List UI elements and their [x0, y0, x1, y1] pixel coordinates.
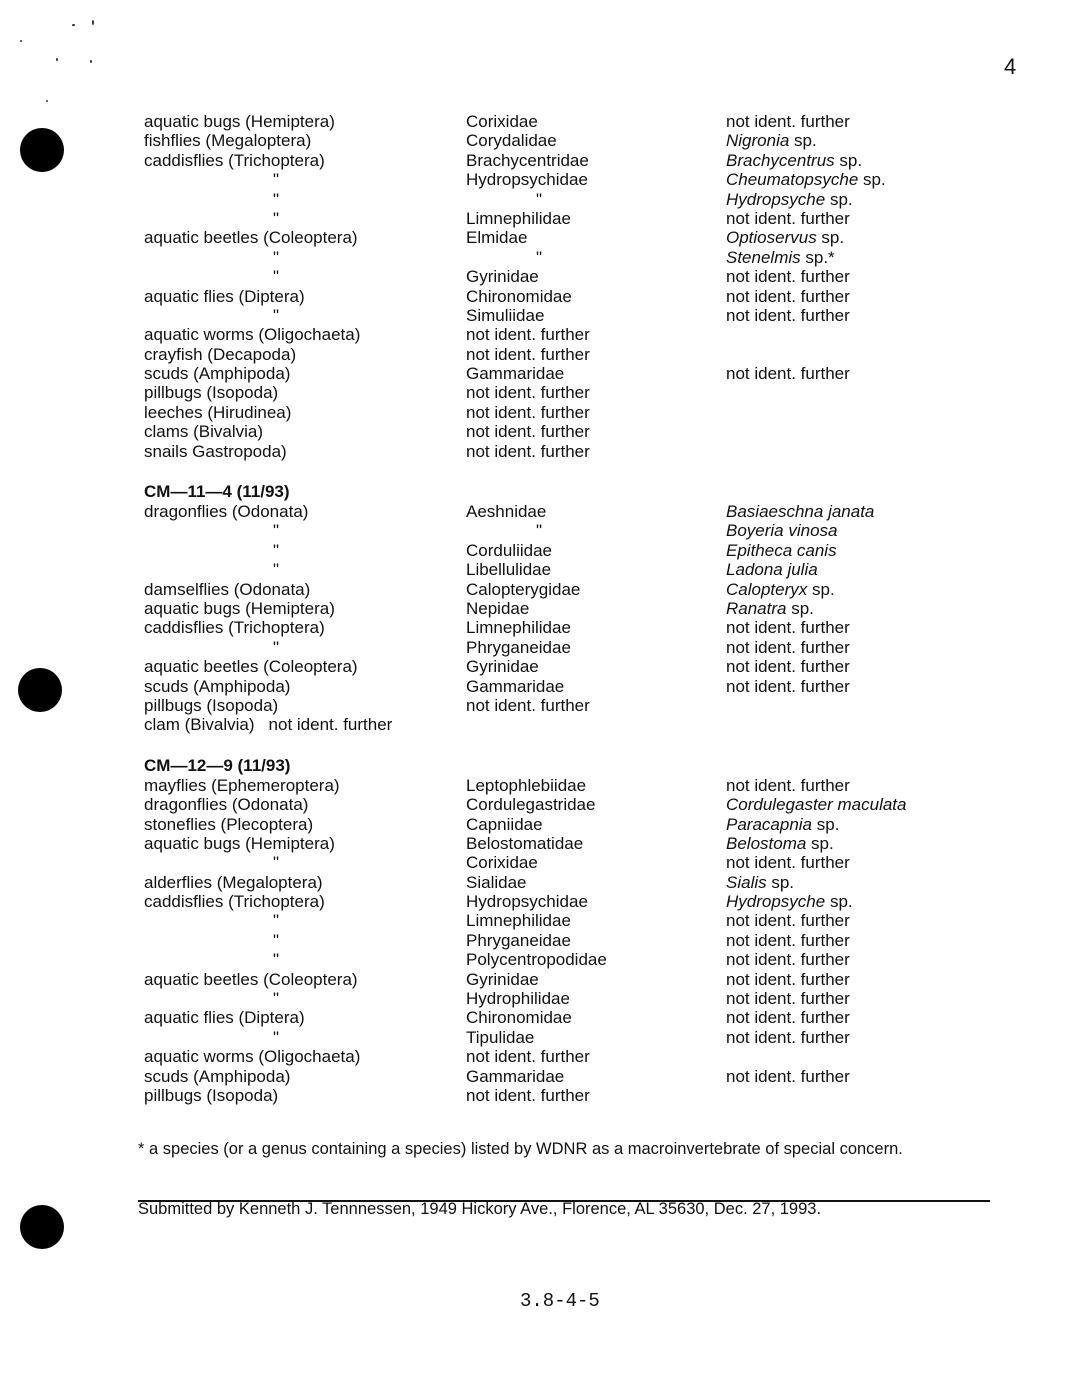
taxon-suffix: sp. — [812, 814, 840, 834]
table-row — [138, 1008, 958, 1027]
family-cell: Corydalidae — [466, 131, 557, 151]
family-cell: Belostomatidae — [466, 833, 584, 853]
table-row — [138, 228, 958, 247]
common-name-text: " — [273, 247, 280, 267]
punch-hole-top — [20, 128, 64, 172]
common-name-cell — [144, 325, 360, 344]
common-name-cell — [144, 677, 290, 696]
table-row — [138, 950, 958, 969]
common-name-text: scuds (Amphipoda) — [144, 676, 291, 696]
submitted-by: Submitted by Kenneth J. Tennnessen, 1949 Hickory Ave., Florence, AL 35630, Dec. 27, 1993. — [138, 1200, 822, 1218]
table-row — [138, 560, 958, 579]
taxon-cell — [726, 776, 850, 795]
common-name-cell — [144, 1067, 290, 1086]
family-cell: Capniidae — [466, 814, 543, 834]
taxon-cell — [726, 228, 844, 247]
common-name-cell — [273, 911, 279, 930]
taxon-cell — [726, 306, 850, 325]
table-row — [138, 989, 958, 1008]
document-number: 3.8-4-5 — [520, 1290, 600, 1312]
taxon-suffix: sp. — [807, 579, 835, 599]
scan-speck — [46, 100, 48, 102]
common-name-text: " — [273, 950, 280, 970]
taxon-cell — [726, 287, 850, 306]
taxon-cell — [726, 989, 850, 1008]
table-row — [138, 383, 958, 402]
common-name-cell — [273, 209, 279, 228]
common-name-cell — [144, 502, 308, 521]
family-cell: Aeshnidae — [466, 502, 547, 522]
page-number: 4 — [1004, 54, 1017, 79]
common-name-cell — [273, 853, 279, 872]
taxon-cell — [726, 112, 850, 131]
taxon-suffix: sp. — [786, 598, 814, 618]
family-cell: Leptophlebiidae — [466, 775, 587, 795]
common-name-text: clam (Bivalvia) — [144, 715, 255, 735]
table-row — [138, 345, 958, 364]
table-row — [138, 892, 958, 911]
family-cell: not ident. further — [466, 325, 590, 345]
common-name-text: " — [273, 853, 280, 873]
taxon-cell — [726, 815, 839, 834]
family-cell: Limnephilidae — [466, 911, 571, 931]
common-name-text: snails Gastropoda) — [144, 441, 287, 461]
family-cell: Gammaridae — [466, 364, 565, 384]
common-name-cell — [273, 306, 279, 325]
common-name-text: scuds (Amphipoda) — [144, 1066, 291, 1086]
family-cell: not ident. further — [466, 1047, 590, 1067]
punch-hole-middle — [18, 668, 62, 712]
common-name-cell — [273, 931, 279, 950]
table-row — [138, 677, 958, 696]
family-cell: Phryganeidae — [466, 930, 571, 950]
taxon-text: not ident. further — [726, 618, 850, 638]
common-name-text: aquatic bugs (Hemiptera) — [144, 112, 335, 131]
table-row — [138, 287, 958, 306]
taxon-suffix: sp. — [806, 833, 834, 853]
family-cell: " — [536, 521, 543, 541]
common-name-text: " — [273, 1027, 280, 1047]
taxon-name-italic: Calopteryx — [726, 579, 808, 599]
family-cell: Cordulegastridae — [466, 795, 596, 815]
taxon-name-italic: Nigronia — [726, 131, 790, 151]
common-name-text: " — [273, 521, 280, 541]
table-row — [138, 1028, 958, 1047]
family-cell: Gyrinidae — [466, 969, 539, 989]
family-cell: Hydropsychidae — [466, 170, 588, 190]
common-name-cell — [273, 170, 279, 189]
common-name-text: aquatic beetles (Coleoptera) — [144, 228, 358, 248]
taxon-cell — [726, 677, 850, 696]
common-name-text: pillbugs (Isopoda) — [144, 695, 279, 715]
common-name-cell — [144, 657, 358, 676]
family-cell: not ident. further — [466, 441, 590, 461]
footnote: * a species (or a genus containing a species) listed by WDNR as a macroinvertebrate of special concern. — [138, 1140, 903, 1158]
family-cell: Chironomidae — [466, 1008, 572, 1028]
common-name-cell — [144, 131, 311, 150]
common-name-text: aquatic beetles (Coleoptera) — [144, 657, 358, 677]
common-name-text: " — [273, 540, 280, 560]
station-header — [138, 481, 958, 502]
table-row — [138, 715, 958, 734]
common-name-cell — [273, 989, 279, 1008]
family-cell: Hydropsychidae — [466, 892, 588, 912]
common-name-text: clams (Bivalvia) — [144, 422, 264, 442]
taxon-cell — [726, 638, 850, 657]
family-cell: not ident. further — [466, 422, 590, 442]
table-row — [138, 599, 958, 618]
common-name-text: scuds (Amphipoda) — [144, 364, 291, 384]
family-cell: Sialidae — [466, 872, 527, 892]
taxon-text: not ident. further — [726, 267, 850, 287]
taxon-cell — [726, 1067, 850, 1086]
common-name-cell — [144, 403, 291, 422]
table-row — [138, 403, 958, 422]
common-name-cell — [273, 950, 279, 969]
table-row — [138, 325, 958, 344]
taxon-cell — [726, 618, 850, 637]
family-cell: Chironomidae — [466, 286, 572, 306]
common-name-cell — [144, 834, 335, 853]
common-name-text: aquatic bugs (Hemiptera) — [144, 598, 335, 618]
common-name-cell — [144, 815, 313, 834]
table-row — [138, 442, 958, 461]
taxon-text: not ident. further — [726, 930, 850, 950]
common-name-text: fishflies (Megaloptera) — [144, 131, 312, 151]
family-cell: Limnephilidae — [466, 618, 571, 638]
common-name-text: aquatic worms (Oligochaeta) — [144, 325, 361, 345]
taxon-text: not ident. further — [726, 969, 850, 989]
common-name-cell — [144, 1008, 305, 1027]
taxon-text: not ident. further — [726, 950, 850, 970]
common-name-text: " — [273, 637, 280, 657]
common-name-cell — [273, 638, 279, 657]
table-row — [138, 306, 958, 325]
table-row — [138, 618, 958, 637]
taxon-text: not ident. further — [726, 1027, 850, 1047]
taxon-cell — [726, 970, 850, 989]
common-name-cell — [273, 190, 279, 209]
family-cell: Simuliidae — [466, 305, 545, 325]
family-cell: not ident. further — [466, 1085, 590, 1105]
taxon-name-italic: Ladona julia — [726, 560, 818, 580]
table-row — [138, 112, 958, 131]
table-row — [138, 970, 958, 989]
taxon-cell — [726, 170, 886, 189]
table-row — [138, 502, 958, 521]
family-cell: Libellulidae — [466, 560, 552, 580]
table-row — [138, 657, 958, 676]
table-row — [138, 131, 958, 150]
taxon-cell — [726, 950, 850, 969]
taxon-cell — [726, 580, 835, 599]
punch-hole-bottom — [20, 1205, 64, 1249]
table-row — [138, 873, 958, 892]
scan-speck — [92, 20, 94, 25]
taxon-text: not ident. further — [726, 112, 850, 131]
common-name-text: aquatic flies (Diptera) — [144, 1008, 305, 1028]
family-cell: Polycentropodidae — [466, 950, 607, 970]
taxon-suffix: sp. — [858, 170, 886, 190]
common-name-text: aquatic flies (Diptera) — [144, 286, 305, 306]
common-name-cell — [144, 287, 305, 306]
table-row — [138, 151, 958, 170]
common-name-cell — [144, 618, 325, 637]
taxon-cell — [726, 541, 837, 560]
family-cell: Corduliidae — [466, 540, 552, 560]
taxon-text: not ident. further — [726, 1066, 850, 1086]
taxon-text: not ident. further — [726, 775, 850, 795]
common-name-cell — [144, 442, 287, 461]
common-name-cell — [273, 267, 279, 286]
common-name-text: aquatic worms (Oligochaeta) — [144, 1047, 361, 1067]
station-header — [138, 755, 958, 776]
taxon-suffix: sp. — [825, 189, 853, 209]
common-name-text: " — [273, 930, 280, 950]
family-cell: not ident. further — [466, 695, 590, 715]
table-row — [138, 267, 958, 286]
taxon-cell — [726, 248, 835, 267]
taxon-name-italic: Paracapnia — [726, 814, 813, 834]
taxon-cell — [726, 267, 850, 286]
common-name-cell — [273, 1028, 279, 1047]
family-cell: Tipulidae — [466, 1027, 535, 1047]
family-cell: not ident. further — [466, 344, 590, 364]
taxon-cell — [726, 190, 853, 209]
taxon-cell — [726, 364, 850, 383]
table-row — [138, 541, 958, 560]
common-name-cell — [144, 873, 323, 892]
common-name-text: dragonflies (Odonata) — [144, 502, 309, 522]
table-row — [138, 795, 958, 814]
family-cell: Gammaridae — [466, 676, 565, 696]
taxon-cell — [726, 853, 850, 872]
common-name-text: " — [273, 989, 280, 1009]
common-name-text: damselflies (Odonata) — [144, 579, 311, 599]
family-cell: Gyrinidae — [466, 657, 539, 677]
common-name-text: " — [273, 560, 280, 580]
common-name-cell — [144, 228, 358, 247]
taxon-cell — [726, 1008, 850, 1027]
common-name-cell — [144, 599, 335, 618]
common-name-cell — [144, 970, 358, 989]
family-cell: Corixidae — [466, 853, 538, 873]
taxon-name-italic: Hydropsyche — [726, 892, 826, 912]
taxon-text: not ident. further — [726, 305, 850, 325]
taxon-cell — [726, 521, 838, 540]
common-name-cell — [144, 580, 310, 599]
family-cell: Brachycentridae — [466, 150, 589, 170]
common-name-cell — [144, 151, 325, 170]
family-cell: " — [536, 247, 543, 267]
taxon-cell — [726, 657, 850, 676]
family-cell: Calopterygidae — [466, 579, 581, 599]
family-cell: " — [536, 189, 543, 209]
taxon-text: not ident. further — [726, 1008, 850, 1028]
common-name-cell — [144, 364, 290, 383]
table-row — [138, 834, 958, 853]
taxon-name-italic: Stenelmis — [726, 247, 801, 267]
family-cell: Hydrophilidae — [466, 989, 570, 1009]
table-row — [138, 580, 958, 599]
taxon-name-italic: Cordulegaster maculata — [726, 795, 907, 815]
common-name-text: leeches (Hirudinea) — [144, 402, 292, 422]
taxon-cell — [726, 599, 814, 618]
table-row — [138, 1067, 958, 1086]
taxon-suffix: sp. — [816, 228, 845, 248]
common-name-cell — [273, 521, 279, 540]
taxon-suffix: sp.* — [800, 247, 835, 267]
taxon-cell — [726, 931, 850, 950]
family-cell: Corixidae — [466, 112, 538, 131]
taxon-cell — [726, 911, 850, 930]
taxon-cell — [726, 131, 817, 150]
taxon-cell — [726, 151, 862, 170]
common-name-cell — [144, 776, 340, 795]
taxon-text: not ident. further — [726, 853, 850, 873]
common-name-text: " — [273, 305, 280, 325]
taxon-name-italic: Cheumatopsyche — [726, 170, 859, 190]
common-name-cell — [144, 696, 278, 715]
table-row — [138, 815, 958, 834]
common-name-text: aquatic bugs (Hemiptera) — [144, 833, 335, 853]
taxon-cell — [726, 502, 874, 521]
taxon-suffix: sp. — [789, 131, 817, 151]
common-name-text: aquatic beetles (Coleoptera) — [144, 969, 358, 989]
table-row — [138, 364, 958, 383]
common-name-cell — [144, 715, 392, 734]
taxon-name-italic: Sialis — [726, 872, 767, 892]
table-row — [138, 776, 958, 795]
taxon-text: not ident. further — [726, 989, 850, 1009]
table-row — [138, 911, 958, 930]
family-cell: Phryganeidae — [466, 637, 571, 657]
table-row — [138, 190, 958, 209]
table-row — [138, 931, 958, 950]
taxon-suffix: sp. — [766, 872, 795, 892]
table-row — [138, 170, 958, 189]
table-row — [138, 422, 958, 441]
taxon-text: not ident. further — [726, 286, 850, 306]
common-name-text: mayflies (Ephemeroptera) — [144, 775, 340, 795]
common-name-text: " — [273, 208, 280, 228]
family-cell: Elmidae — [466, 228, 528, 248]
species-table — [138, 112, 958, 1105]
common-name-cell — [144, 112, 335, 131]
taxon-name-italic: Basiaeschna janata — [726, 502, 875, 522]
common-name-text: stoneflies (Plecoptera) — [144, 814, 314, 834]
taxon-cell — [726, 795, 906, 814]
common-name-text: crayfish (Decapoda) — [144, 344, 297, 364]
common-name-text: " — [273, 267, 280, 287]
taxon-text: not ident. further — [726, 637, 850, 657]
common-name-text: alderflies (Megaloptera) — [144, 872, 323, 892]
section-gap — [138, 735, 958, 755]
common-name-text: pillbugs (Isopoda) — [144, 1085, 279, 1105]
station-header-label: CM—11—4 (11/93) — [144, 482, 290, 502]
common-name-cell — [144, 1086, 278, 1105]
common-name-text: " — [273, 911, 280, 931]
family-cell: not ident. further — [466, 383, 590, 403]
taxon-cell — [726, 1028, 850, 1047]
common-name-cell — [144, 383, 278, 402]
taxon-cell — [726, 892, 853, 911]
taxon-cell — [726, 834, 834, 853]
common-name-cell — [273, 248, 279, 267]
table-row — [138, 1047, 958, 1066]
common-name-text: " — [273, 170, 280, 190]
table-row — [138, 638, 958, 657]
family-cell: Gyrinidae — [466, 267, 539, 287]
family-cell: Nepidae — [466, 598, 530, 618]
common-name-text: caddisflies (Trichoptera) — [144, 618, 325, 638]
common-name-cell — [144, 795, 308, 814]
taxon-text: not ident. further — [726, 911, 850, 931]
taxon-suffix: sp. — [825, 892, 853, 912]
common-name-cell — [144, 422, 263, 441]
station-header-label: CM—12—9 (11/93) — [144, 755, 291, 775]
family-cell: Limnephilidae — [466, 208, 571, 228]
taxon-name-italic: Ranatra — [726, 598, 787, 618]
common-name-cell — [144, 345, 296, 364]
inline-note: not ident. further — [268, 715, 393, 735]
taxon-text: not ident. further — [726, 676, 850, 696]
common-name-text: " — [273, 189, 280, 209]
taxon-cell — [726, 560, 818, 579]
common-name-cell — [273, 541, 279, 560]
common-name-cell — [144, 1047, 360, 1066]
common-name-cell — [144, 892, 325, 911]
common-name-text: pillbugs (Isopoda) — [144, 383, 279, 403]
common-name-text: caddisflies (Trichoptera) — [144, 892, 325, 912]
taxon-cell — [726, 209, 850, 228]
family-cell: Gammaridae — [466, 1066, 565, 1086]
scan-speck — [90, 60, 92, 63]
taxon-text: not ident. further — [726, 364, 850, 384]
table-row — [138, 209, 958, 228]
taxon-name-italic: Optioservus — [726, 228, 817, 248]
taxon-name-italic: Epitheca canis — [726, 540, 837, 560]
section-gap — [138, 461, 958, 481]
table-row — [138, 248, 958, 267]
table-row — [138, 853, 958, 872]
table-row — [138, 521, 958, 540]
common-name-cell — [273, 560, 279, 579]
taxon-name-italic: Brachycentrus — [726, 150, 835, 170]
taxon-cell — [726, 873, 794, 892]
scan-speck — [72, 24, 75, 26]
taxon-text: not ident. further — [726, 208, 850, 228]
taxon-name-italic: Boyeria vinosa — [726, 521, 838, 541]
taxon-name-italic: Hydropsyche — [726, 189, 826, 209]
family-cell: not ident. further — [466, 402, 590, 422]
scan-speck — [56, 58, 58, 61]
taxon-suffix: sp. — [834, 150, 863, 170]
common-name-text: dragonflies (Odonata) — [144, 795, 309, 815]
scan-speck — [20, 40, 22, 42]
table-row — [138, 696, 958, 715]
taxon-text: not ident. further — [726, 657, 850, 677]
table-row — [138, 1086, 958, 1105]
taxon-name-italic: Belostoma — [726, 833, 807, 853]
common-name-text: caddisflies (Trichoptera) — [144, 150, 325, 170]
